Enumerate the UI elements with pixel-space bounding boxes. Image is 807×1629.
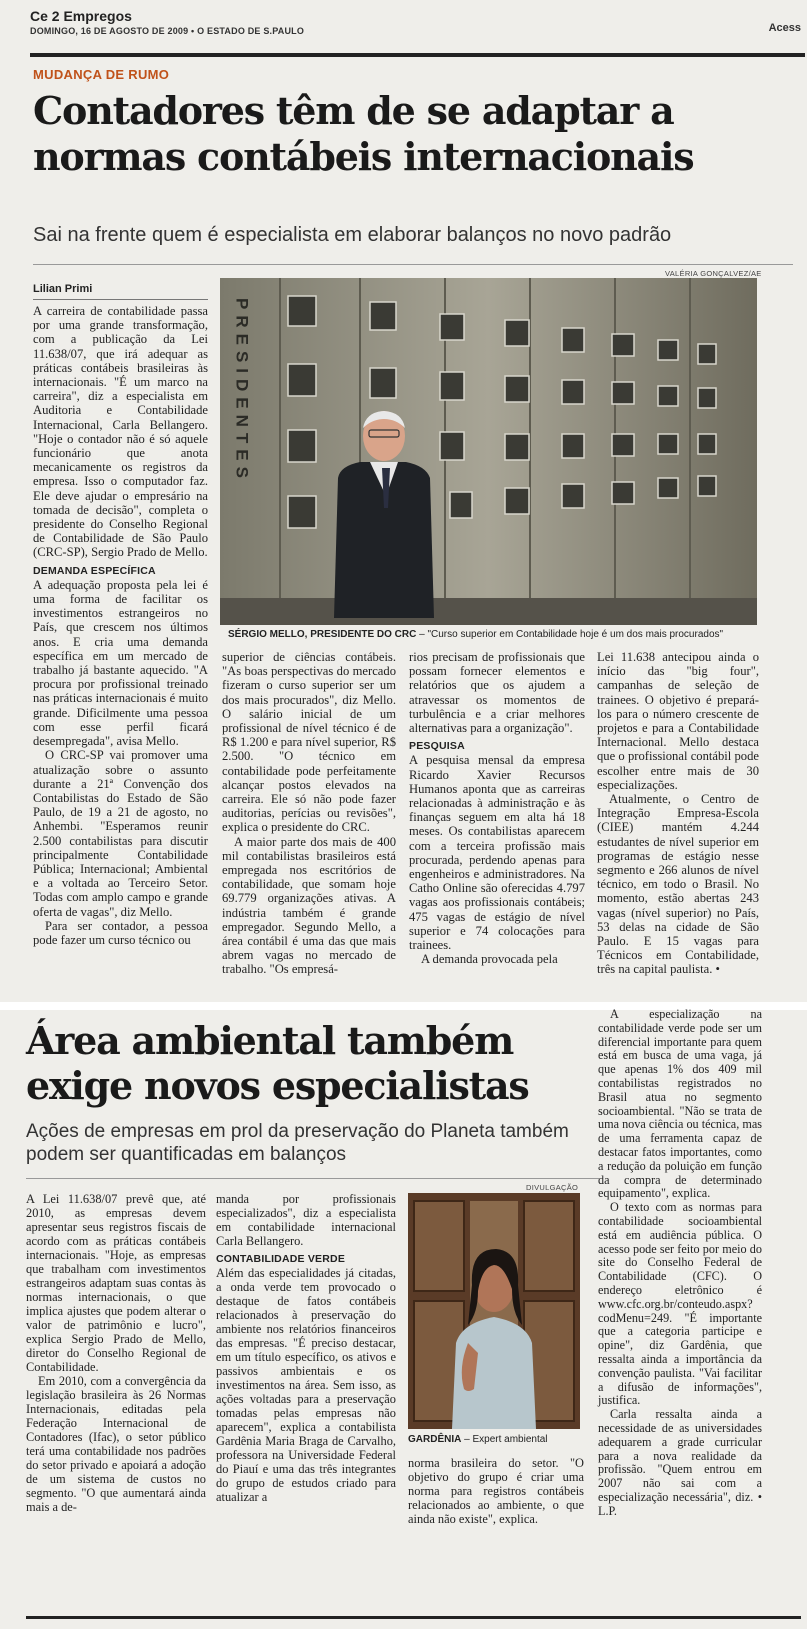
caption-name: GARDÊNIA — [408, 1434, 462, 1445]
paragraph: superior de ciências contábeis. "As boas perspectivas do mercado fizeram o curso superior ser um dos mais procurados", diz Mello. O salário inicial de um profissional de nível técnico é de R$ 1.200 e para nível superior, R$ 2.500. "O técnico em contabilidade pode perfeitamente alcançar postos elevados na carreira. Ele só não pode fazer auditorias, perícias ou revisões", explica o presidente do CRC. — [222, 650, 396, 835]
paragraph: A demanda provocada pela — [421, 952, 558, 967]
paragraph: O CRC-SP vai promover uma atualização sobre o assunto durante a 21ª Convenção dos Contabilistas do Estado de São Paulo, de 19 a 21 de agosto, no Anhembi. "Esperamos reunir 2.500 contabilistas para discutir principalmente Contabilidade Pública; Internacional; Ambiental e a voltada ao Terceiro Setor. Todas com amplo campo e grande oferta de vagas", diz Mello. — [33, 748, 208, 919]
paragraph: A Lei 11.638/07 prevê que, até 2010, as empresas devem apresentar seus registros fiscais de acordo com as práticas contábeis internacionais. "Hoje, as empresas que trabalham com investimentos estrangeiros adaptam suas contas às normas internacionais, o que implica ajustes que podem alterar o valor de patrimônio e lucro", explica Sergio Prado de Mello, diretor do Conselho Regional de Contabilidade. — [26, 1192, 206, 1374]
paragraph: O texto com as normas para contabilidade socioambiental está em audiência pública. O acesso pode ser feito por meio do site do Conselho Federal de Contabilidade (CFC). O endereço eletrônico é www.cfc.org.br/conteudo.aspx?codMenu=249. "É importante que a categoria participe e opine", diz Gardênia, que ressalta ainda a importância da convenção paulista. "Vai facilitar a difusão de informações", justifica. — [598, 1200, 762, 1408]
article2-column-4 — [598, 1008, 762, 1518]
paragraph: norma brasileira do setor. "O objetivo do grupo é criar uma norma para registros contábeis relacionados ao ambiente, o que ainda não existe", explica. — [408, 1456, 584, 1526]
paragraph: Em 2010, com a convergência da legislação brasileira às 26 Normas Internacionais, editadas pela Federação Internacional de Contadores (Ifac), o setor público terá uma contabilidade nos padrões do setor privado e apoiará a adoção de um sistema de custos no segmento. "O que aumentará ainda mais a de- — [26, 1374, 206, 1514]
footer-rule — [26, 1616, 801, 1619]
paragraph: A maior parte dos mais de 400 mil contabilistas brasileiros está empregada nos escritórios de contabilidade, que somam hoje 69.779 organizações ativas. A indústria também é grande empregador. Segundo Mello, a área contábil é uma das que mais abrem vagas no mercado de trabalho. "Os empresá- — [222, 834, 396, 977]
article1-column-3 — [409, 650, 585, 966]
article1-headline: Contadores têm de se adaptar a normas contábeis internacionais — [33, 88, 694, 179]
byline: Lilian Primi — [33, 283, 93, 295]
paragraph: A pesquisa mensal da empresa Ricardo Xavier Recursos Humanos aponta que as carreiras relacionadas à administração e às finanças seguem em alta há 18 meses. Os contabilistas aparecem com a terceira profissão mais procurada, perdendo apenas para engenheiros e administradores. Na Catho Online são oferecidas 4.797 vagas aos profissionais contábeis; 475 vagas de estágio de nível superior e 74 colocações para trainees. — [409, 753, 585, 953]
article1-column-4 — [597, 650, 759, 977]
subhead-contabilidade-verde: CONTABILIDADE VERDE — [216, 1253, 346, 1265]
paragraph: Além das especialidades já citadas, a onda verde tem provocado o destaque de fatos contábeis relacionados à preservação do ambiente nos relatórios financeiros das empresas. "É preciso destacar, em um título específico, os ativos e passivos ambientais e os investimentos na área. Sem isso, as ações voltadas para a preservação tomadas pelas empresas não aparecem", explica a contabilista Gardênia Maria Braga de Carvalho, professora na Universidade Federal do Piauí e uma das três integrantes do grupo de estudos criado para atualizar a — [216, 1266, 396, 1504]
byline-rule — [33, 299, 208, 300]
section-name: Ce 2 Empregos — [30, 8, 132, 24]
photo2-caption — [408, 1434, 588, 1445]
paragraph: Lei 11.638 antecipou ainda o início das "big four", campanhas de seleção de trainees. O objetivo é prepará-los para o número crescente de projetos e para a Contabilidade Internacional. Mello destaca que o profissional contábil pode escolher entre mais de 30 especializações. — [597, 650, 759, 792]
article2-column-1 — [26, 1192, 206, 1514]
caption-text: – Expert ambiental — [461, 1434, 548, 1445]
paragraph: A especialização na contabilidade verde pode ser um diferencial importante para quem está em busca de uma vaga, já que apenas 1% dos 409 mil contabilistas registrados no Brasil atua no segmento socioambiental. "Não se trata de uma nova ciência ou técnica, mas de uma ferramenta capaz de destacar fatos importantes, como a redução da poluição em função da compra de determinado equipamento", explica. — [598, 1007, 762, 1201]
wall-text: PRESIDENTES — [232, 298, 252, 484]
photo1-credit: VALÉRIA GONÇALVEZ/AE — [665, 269, 762, 278]
paragraph: A carreira de contabilidade passa por uma grande transformação, com a publicação da Lei 11.638/07, que irá adequar as práticas contábeis brasileiras às internacionais. "É um marco na carreira", diz a especialista em Auditoria e Contabilidade Internacional, Carla Bellangero. "Hoje o contador não é só aquele funcionário que anota mecanicamente os registros da empresa. Isso o computador faz. Ele deve ajudar o empresário na tomada de decisão", completa o presidente do Conselho Regional de Contabilidade de São Paulo (CRC-SP), Sergio Prado de Mello. — [33, 304, 208, 560]
dateline: DOMINGO, 16 DE AGOSTO DE 2009 • O ESTADO DE S.PAULO — [30, 26, 305, 36]
photo-gardenia-image — [408, 1193, 580, 1429]
article2-headline: Área ambiental também exige novos especialistas — [26, 1018, 529, 1108]
paragraph: manda por profissionais especializados", diz a especialista em contabilidade internacional Carla Bellangero. — [216, 1192, 396, 1248]
paragraph: rios precisam de profissionais que possam fornecer elementos e relatórios que os ajudem a atravessar os momentos de turbulência e a criar melhores alternativas para a organização". — [409, 650, 585, 736]
header-rule — [30, 53, 805, 57]
paragraph: Atualmente, o Centro de Integração Empresa-Escola (CIEE) mantém 4.244 estudantes de nível superior em programas de estágio nesse segmento e 266 alunos de nível técnico, em todo o Brasil. No momento, estão abertas 243 vagas (nível superior) no País, 53 delas na cidade de São Paulo. E 15 vagas para Técnicos em Contabilidade, três na capital paulista. • — [597, 792, 759, 977]
paragraph: A adequação proposta pela lei é uma forma de facilitar os investimentos estrangeiros no País, que crescem nos últimos anos. E cria uma demanda específica em um mercado de trabalho já bastante aquecido. "A procura por profissional treinado nas práticas internacionais é muito grande. Dificilmente uma pessoa com esse perfil ficará desempregada", avisa Mello. — [33, 577, 208, 749]
paragraph: Para ser contador, a pessoa pode fazer um curso técnico ou — [33, 918, 208, 947]
photo2-credit: DIVULGAÇÃO — [526, 1183, 579, 1192]
caption-text: – "Curso superior em Contabilidade hoje é um dos mais procurados" — [416, 629, 724, 640]
article1-column-2 — [222, 650, 396, 977]
article1-subheadline: Sai na frente quem é especialista em elaborar balanços no novo padrão — [33, 224, 672, 246]
article2-column-3 — [408, 1456, 584, 1526]
subhead-demanda: DEMANDA ESPECÍFICA — [33, 564, 156, 577]
paragraph: Carla ressalta ainda a necessidade de as universidades adequarem a grade curricular para a nova realidade da profissão. "Quem entrou em 2007 não sai com a especialização necessária", diz. • L.P. — [598, 1407, 762, 1518]
article1-kicker: MUDANÇA DE RUMO — [33, 67, 170, 82]
article1-divider — [33, 264, 793, 265]
page-header — [30, 8, 800, 54]
edge-text: Acess — [768, 22, 801, 34]
photo1-caption — [228, 629, 788, 640]
photo-gardenia — [408, 1193, 580, 1429]
photo-sergio-mello-image — [220, 278, 757, 625]
photo-sergio-mello — [220, 278, 757, 625]
article2-subheadline: Ações de empresas em prol da preservação do Planeta também podem ser quantificadas em balanços — [26, 1121, 569, 1165]
subhead-pesquisa: PESQUISA — [409, 740, 465, 753]
article2-column-2 — [216, 1192, 396, 1504]
article1-column-1 — [33, 304, 208, 947]
article2-divider — [26, 1178, 599, 1179]
caption-name: SÉRGIO MELLO, PRESIDENTE DO CRC — [228, 629, 417, 640]
